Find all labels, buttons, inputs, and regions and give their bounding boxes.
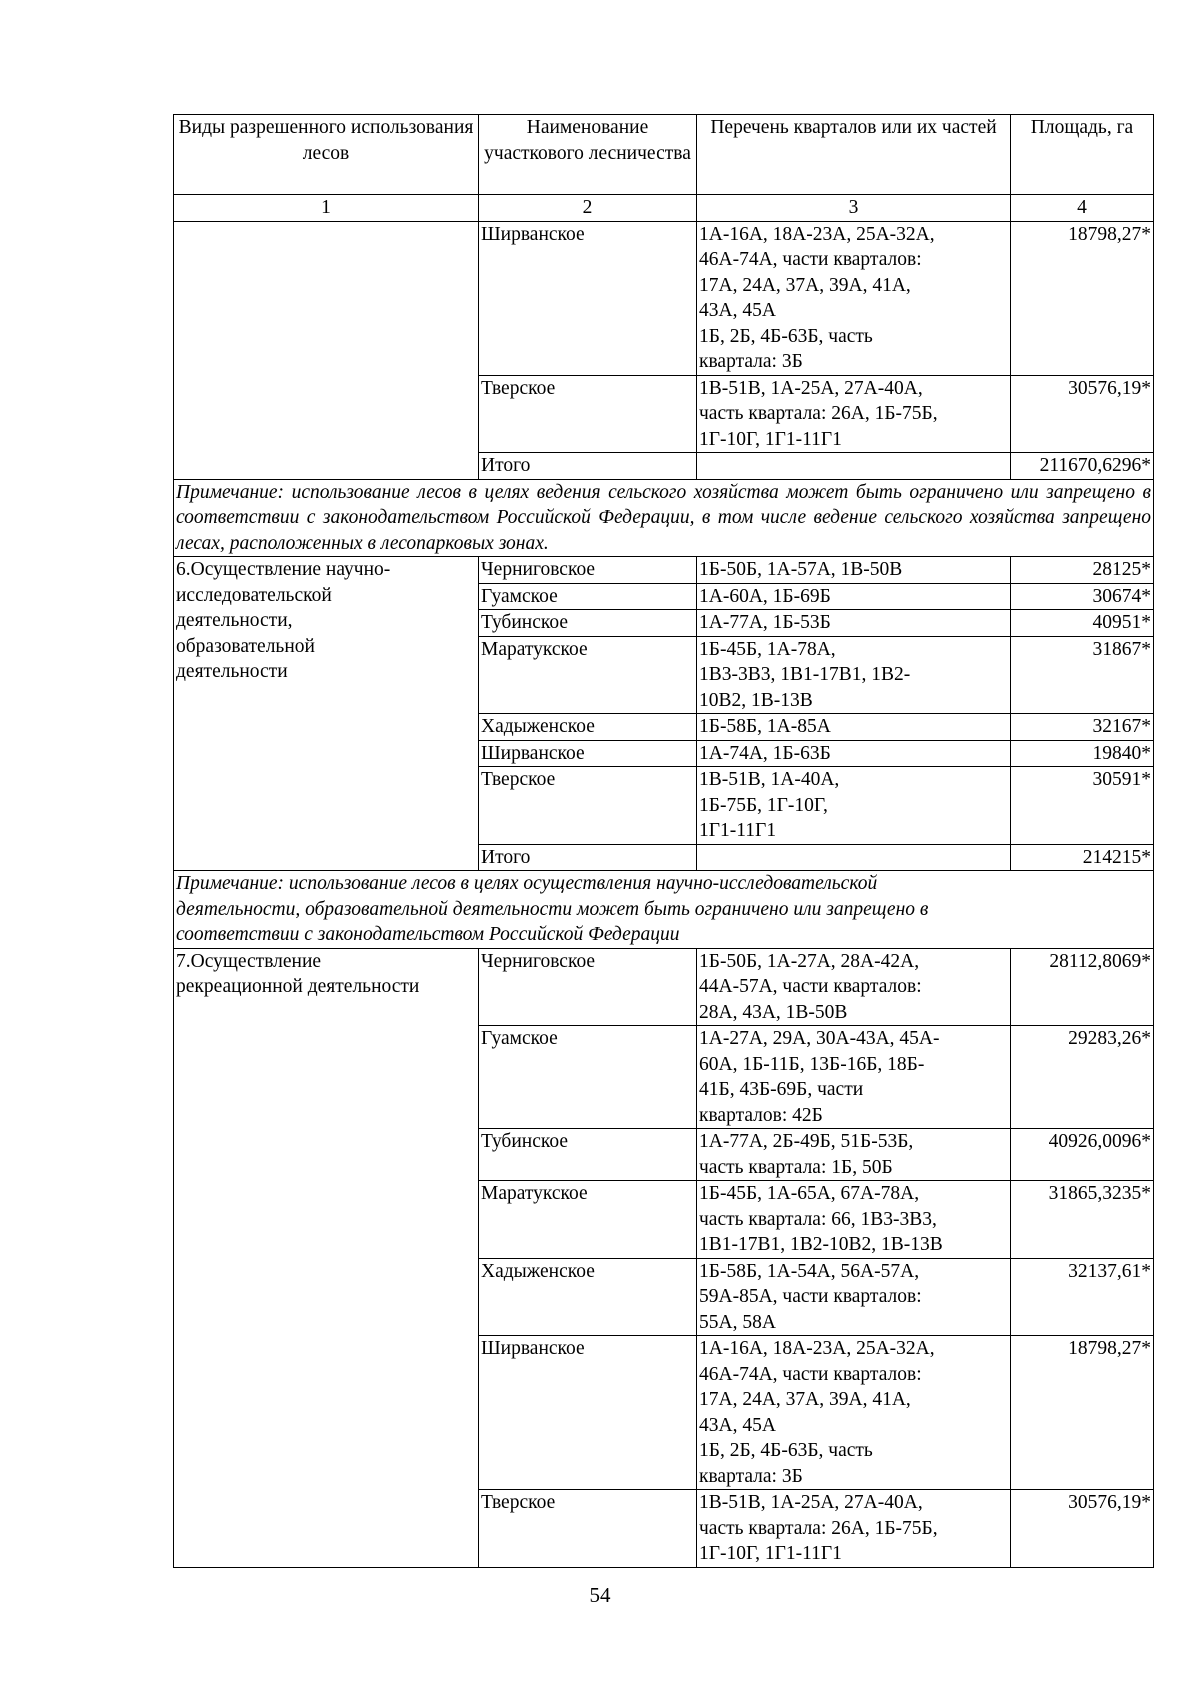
cell-line: 1Б-50Б, 1А-57А, 1В-50В	[699, 559, 903, 580]
quarters-cell	[697, 610, 1011, 637]
cell-line: 1А-16А, 18А-23А, 25А-32А,	[699, 1338, 935, 1359]
cell-line: 1Б-75Б, 1Г-10Г,	[699, 794, 828, 816]
use-type-cell	[174, 948, 479, 1567]
cell-line: 1А-77А, 1Б-53Б	[699, 612, 831, 633]
cell-line: 1Б-50Б, 1А-27А, 28А-42А,	[699, 950, 920, 972]
area-cell: 29283,26*	[1011, 1026, 1154, 1129]
note-row	[174, 479, 1154, 557]
column-index: 2	[479, 195, 697, 222]
use-type-cell	[174, 221, 479, 479]
forestry-name-cell: Тверское	[479, 375, 697, 453]
column-index-row	[174, 195, 1154, 222]
note-row	[174, 871, 1154, 949]
total-label: Итого	[479, 453, 697, 480]
cell-line: 1Б, 2Б, 4Б-63Б, часть	[699, 325, 873, 347]
table-row	[174, 557, 1154, 584]
area-cell: 30674*	[1011, 583, 1154, 610]
cell-line: 44А-57А, части кварталов:	[699, 976, 922, 997]
area-cell: 18798,27*	[1011, 221, 1154, 375]
cell-line: 55А, 58А	[699, 1311, 776, 1333]
quarters-cell	[697, 714, 1011, 741]
cell-line: деятельности, образовательной деятельности может быть ограничено или запрещено в	[176, 898, 929, 920]
cell-line: деятельности,	[176, 610, 293, 631]
cell-line: квартала: 3Б	[699, 351, 803, 372]
quarters-cell	[697, 740, 1011, 767]
cell-line: 60А, 1Б-11Б, 13Б-16Б, 18Б-	[699, 1053, 925, 1075]
area-cell: 28112,8069*	[1011, 948, 1154, 1026]
cell-line: 1А-16А, 18А-23А, 25А-32А,	[699, 223, 935, 245]
area-cell: 19840*	[1011, 740, 1154, 767]
area-cell: 30576,19*	[1011, 375, 1154, 453]
quarters-cell	[697, 948, 1011, 1026]
forestry-name-cell: Ширванское	[479, 221, 697, 375]
cell-line: 1В3-3В3, 1В1-17В1, 1В2-	[699, 664, 911, 685]
cell-line: квартала: 3Б	[699, 1465, 803, 1487]
forestry-name-cell: Тубинское	[479, 610, 697, 637]
area-cell: 32137,61*	[1011, 1258, 1154, 1336]
total-area: 211670,6296*	[1011, 453, 1154, 480]
cell-line: часть квартала: 66, 1В3-3В3,	[699, 1208, 937, 1230]
area-cell: 40926,0096*	[1011, 1129, 1154, 1181]
area-cell: 30576,19*	[1011, 1490, 1154, 1568]
cell-line: 28А, 43А, 1В-50В	[699, 1001, 848, 1023]
quarters-cell	[697, 1258, 1011, 1336]
quarters-cell	[697, 583, 1011, 610]
quarters-cell	[697, 1129, 1011, 1181]
header-use-type: Виды разрешенного использования лесов	[174, 115, 479, 195]
area-cell: 31867*	[1011, 636, 1154, 714]
area-cell: 31865,3235*	[1011, 1181, 1154, 1259]
area-cell: 40951*	[1011, 610, 1154, 637]
forestry-name-cell: Тверское	[479, 767, 697, 845]
cell-line: 46А-74А, части кварталов:	[699, 1363, 922, 1385]
cell-line: 1Г-10Г, 1Г1-11Г1	[699, 1543, 842, 1564]
table-row	[174, 948, 1154, 1026]
forestry-name-cell: Тубинское	[479, 1129, 697, 1181]
forestry-name-cell: Ширванское	[479, 1336, 697, 1490]
cell-line: 1Б-58Б, 1А-54А, 56А-57А,	[699, 1260, 920, 1282]
cell-line: соответствии с законодательством Российской Федерации	[176, 924, 680, 945]
forestry-name-cell: Черниговское	[479, 948, 697, 1026]
table-header-row	[174, 115, 1154, 195]
cell-line: рекреационной деятельности	[176, 976, 420, 997]
cell-line: 17А, 24А, 37А, 39А, 41А,	[699, 1389, 911, 1410]
cell-line: 46А-74А, части кварталов:	[699, 249, 922, 270]
cell-line: 1Б-58Б, 1А-85А	[699, 716, 831, 737]
cell-line: часть квартала: 1Б, 50Б	[699, 1156, 893, 1178]
area-cell: 18798,27*	[1011, 1336, 1154, 1490]
cell-line: 43А, 45А	[699, 1414, 776, 1436]
cell-line: кварталов: 42Б	[699, 1104, 823, 1126]
total-empty	[697, 453, 1011, 480]
forest-use-table	[173, 114, 1154, 1568]
cell-line: образовательной	[176, 635, 315, 657]
cell-line: исследовательской	[176, 584, 332, 606]
cell-line: 10В2, 1В-13В	[699, 689, 813, 711]
quarters-cell	[697, 636, 1011, 714]
cell-line: 1А-60А, 1Б-69Б	[699, 585, 831, 607]
quarters-cell	[697, 1026, 1011, 1129]
cell-line: 1В-51В, 1А-25А, 27А-40А,	[699, 377, 923, 399]
cell-line: 1А-27А, 29А, 30А-43А, 45А-	[699, 1028, 940, 1049]
forestry-name-cell: Маратукское	[479, 1181, 697, 1259]
cell-line: Примечание: использование лесов в целях осуществления научно-исследовательской	[176, 873, 878, 894]
quarters-cell	[697, 1336, 1011, 1490]
header-area: Площадь, га	[1011, 115, 1154, 195]
cell-line: 41Б, 43Б-69Б, части	[699, 1079, 864, 1100]
header-forestry-name: Наименование участкового лесничества	[479, 115, 697, 195]
use-type-cell	[174, 557, 479, 871]
forestry-name-cell: Маратукское	[479, 636, 697, 714]
note-text	[174, 871, 1154, 949]
page-number: 54	[589, 1583, 611, 1607]
area-cell: 30591*	[1011, 767, 1154, 845]
quarters-cell	[697, 767, 1011, 845]
cell-line: часть квартала: 26А, 1Б-75Б,	[699, 403, 938, 424]
cell-line: 1А-74А, 1Б-63Б	[699, 742, 831, 764]
forestry-name-cell: Черниговское	[479, 557, 697, 584]
note-text: Примечание: использование лесов в целях ведения сельского хозяйства может быть ограничено или запрещено в соответствии с законодательством Российской Федерации, в том числе ведение сельского хозяйства запрещено лесах, расположенных в лесопарковых зонах.	[174, 479, 1154, 557]
cell-line: 1В-51В, 1А-25А, 27А-40А,	[699, 1492, 923, 1513]
cell-line: 6.Осуществление научно-	[176, 559, 391, 580]
cell-line: 1В-51В, 1А-40А,	[699, 769, 840, 790]
cell-line: 59А-85А, части кварталов:	[699, 1286, 922, 1307]
cell-line: 1Б-45Б, 1А-78А,	[699, 638, 836, 660]
cell-line: 1Г1-11Г1	[699, 820, 777, 841]
forestry-name-cell: Гуамское	[479, 1026, 697, 1129]
quarters-cell	[697, 221, 1011, 375]
header-quarters-list: Перечень кварталов или их частей	[697, 115, 1011, 195]
forestry-name-cell: Гуамское	[479, 583, 697, 610]
cell-line: 17А, 24А, 37А, 39А, 41А,	[699, 274, 911, 296]
forestry-name-cell: Ширванское	[479, 740, 697, 767]
forestry-name-cell: Хадыженское	[479, 1258, 697, 1336]
cell-line: 7.Осуществление	[176, 950, 322, 972]
cell-line: 1Г-10Г, 1Г1-11Г1	[699, 428, 842, 450]
total-label: Итого	[479, 844, 697, 871]
total-area: 214215*	[1011, 844, 1154, 871]
forestry-name-cell: Тверское	[479, 1490, 697, 1568]
column-index: 3	[697, 195, 1011, 222]
cell-line: 1Б, 2Б, 4Б-63Б, часть	[699, 1440, 873, 1461]
quarters-cell	[697, 375, 1011, 453]
area-cell: 28125*	[1011, 557, 1154, 584]
cell-line: 43А, 45А	[699, 300, 776, 321]
area-cell: 32167*	[1011, 714, 1154, 741]
cell-line: 1А-77А, 2Б-49Б, 51Б-53Б,	[699, 1131, 914, 1152]
quarters-cell	[697, 1181, 1011, 1259]
cell-line: 1В1-17В1, 1В2-10В2, 1В-13В	[699, 1234, 943, 1255]
quarters-cell	[697, 557, 1011, 584]
table-row	[174, 221, 1154, 375]
column-index: 4	[1011, 195, 1154, 222]
quarters-cell	[697, 1490, 1011, 1568]
cell-line: часть квартала: 26А, 1Б-75Б,	[699, 1517, 938, 1539]
total-empty	[697, 844, 1011, 871]
cell-line: деятельности	[176, 661, 288, 682]
cell-line: 1Б-45Б, 1А-65А, 67А-78А,	[699, 1183, 920, 1204]
forestry-name-cell: Хадыженское	[479, 714, 697, 741]
column-index: 1	[174, 195, 479, 222]
